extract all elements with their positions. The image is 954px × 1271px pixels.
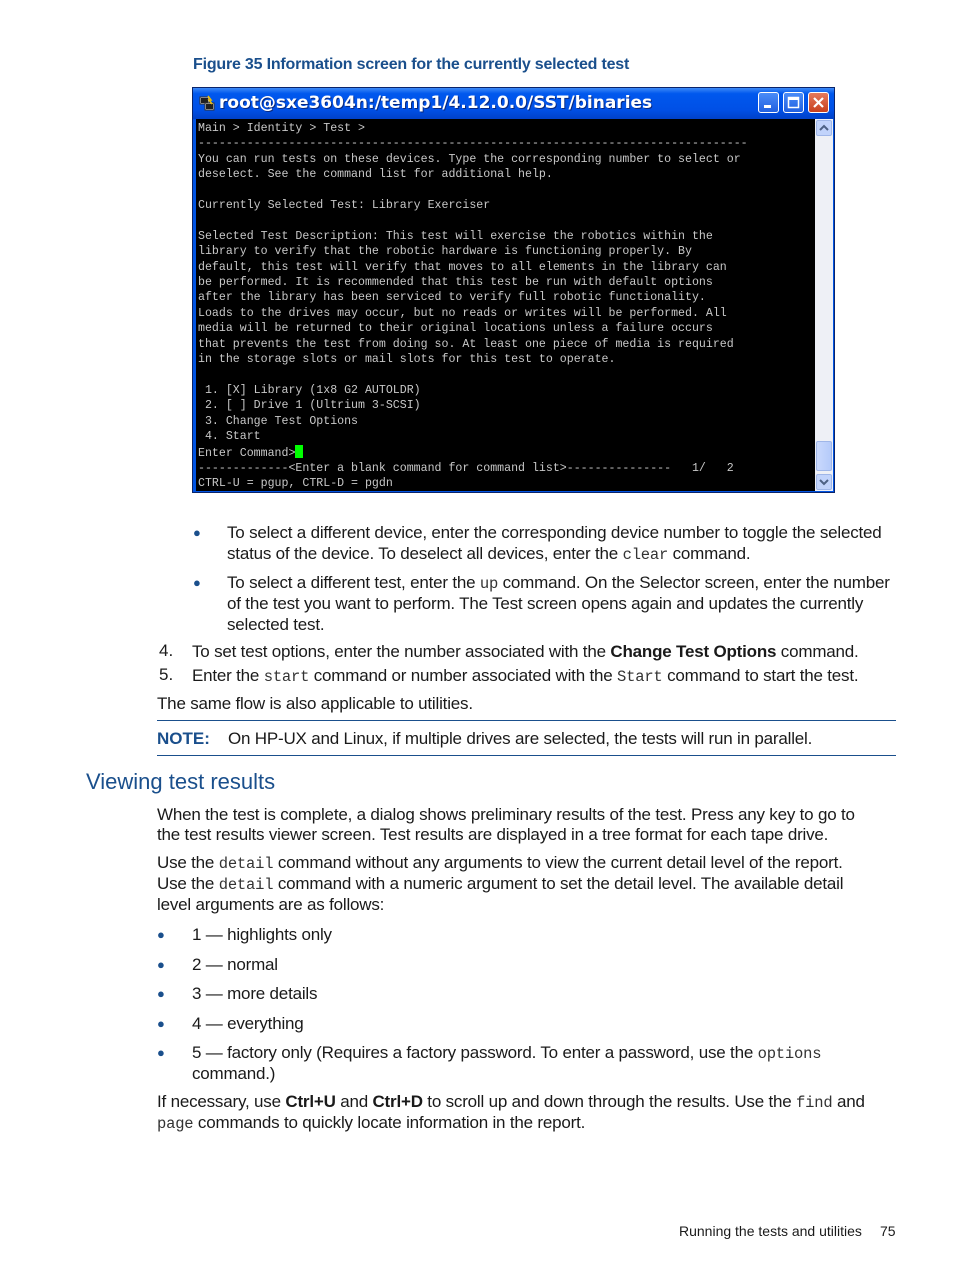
window-title: root@sxe3604n:/temp1/4.12.0.0/SST/binaries	[219, 93, 653, 113]
terminal-line: Currently Selected Test: Library Exerciser	[198, 199, 491, 213]
terminal-window[interactable]	[192, 87, 835, 493]
putty-icon	[199, 95, 215, 111]
bullet-icon: ●	[157, 1016, 165, 1031]
footer-section-title: Running the tests and utilities	[679, 1223, 862, 1239]
section-heading: Viewing test results	[86, 769, 276, 794]
status-line: -------------<Enter a blank command for command list>--------------- 1/ 2	[198, 461, 734, 475]
bullet-device-line2: status of the device. To deselect all devices, enter the clear command.	[227, 544, 751, 564]
terminal-line: 2. [ ] Drive 1 (Ultrium 3-SCSI)	[204, 399, 421, 413]
minimize-icon	[759, 93, 778, 112]
detail-para-line3: level arguments are as follows:	[157, 895, 385, 914]
terminal-line: after the library has been serviced to verify full robotic functionality.	[198, 291, 706, 305]
step-number: 5.	[159, 665, 174, 684]
note-box	[157, 720, 896, 756]
level-item: 1 — highlights only	[192, 925, 332, 944]
figure-caption: Figure 35 Information screen for the currently selected test	[193, 56, 630, 73]
terminal-output	[198, 121, 748, 491]
chevron-down-icon	[817, 475, 831, 489]
level-item: 4 — everything	[192, 1014, 304, 1033]
bullet-icon: ●	[157, 957, 165, 972]
close-button[interactable]	[808, 92, 829, 113]
note-label: NOTE:	[157, 729, 210, 748]
terminal-line: Loads to the drives may occur, but no reads or writes will be performed. All	[198, 306, 727, 320]
bullet-icon: ●	[193, 525, 201, 540]
terminal-line: 3. Change Test Options	[204, 414, 359, 428]
level-item-5-line2: command.)	[192, 1064, 276, 1083]
terminal-line: Selected Test Description: This test will exercise the robotics within the	[198, 229, 713, 243]
step-5-text: Enter the start command or number associated with the Start command to start the test.	[192, 666, 859, 686]
command-prompt: Enter Command>	[198, 446, 296, 460]
terminal-line: library to verify that the robotic hardware is functioning properly. By	[198, 245, 692, 259]
terminal-scrollbar[interactable]	[815, 119, 833, 491]
terminal-line: Main > Identity > Test >	[198, 122, 365, 135]
note-text: On HP-UX and Linux, if multiple drives are selected, the tests will run in parallel.	[228, 729, 813, 748]
scroll-up-button[interactable]	[816, 120, 832, 136]
scroll-thumb[interactable]	[816, 441, 832, 471]
terminal-screen[interactable]	[196, 119, 815, 491]
terminal-line: -------------------------------------------------------------------------------	[198, 137, 748, 151]
terminal-line: be performed. It is recommended that this test be run with default options	[198, 276, 713, 290]
scroll-para-line1: If necessary, use Ctrl+U and Ctrl+D to scroll up and down through the results. Use the find and	[157, 1092, 865, 1112]
bullet-test-line3: selected test.	[227, 615, 325, 634]
level-item: 3 — more details	[192, 984, 318, 1003]
terminal-line: media will be returned to their original locations unless a failure occurs	[198, 322, 713, 336]
bullet-icon: ●	[157, 927, 165, 942]
window-titlebar[interactable]	[193, 88, 834, 119]
bullet-device-line1: To select a different device, enter the corresponding device number to toggle the selected	[227, 523, 882, 542]
detail-para-line1: Use the detail command without any arguments to view the current detail level of the report.	[157, 853, 843, 873]
keys-line: CTRL-U = pgup, CTRL-D = pgdn	[198, 477, 393, 491]
terminal-line: deselect. See the command list for additional help.	[198, 168, 553, 182]
maximize-icon	[784, 93, 803, 112]
results-para-line1: When the test is complete, a dialog shows preliminary results of the test. Press any key to go to	[157, 805, 855, 824]
terminal-line: 1. [X] Library (1x8 G2 AUTOLDR)	[204, 383, 421, 397]
step-4-text: To set test options, enter the number associated with the Change Test Options command.	[192, 642, 859, 661]
minimize-button[interactable]	[758, 92, 779, 113]
terminal-line: default, this test will verify that moves to all elements in the library can	[198, 260, 727, 274]
close-icon	[809, 93, 828, 112]
scroll-para-line2: page commands to quickly locate information in the report.	[157, 1113, 586, 1133]
terminal-line: You can run tests on these devices. Type the corresponding number to select or	[198, 152, 741, 166]
terminal-line: in the storage slots or mail slots for this test to operate.	[198, 353, 616, 367]
same-flow-text: The same flow is also applicable to utilities.	[157, 694, 473, 713]
maximize-button[interactable]	[783, 92, 804, 113]
chevron-up-icon	[817, 121, 831, 135]
bullet-icon: ●	[157, 1045, 165, 1060]
detail-para-line2: Use the detail command with a numeric argument to set the detail level. The available detail	[157, 874, 844, 894]
scroll-down-button[interactable]	[816, 474, 832, 490]
results-para-line2: the test results viewer screen. Test results are displayed in a tree format for each tape drive.	[157, 825, 829, 844]
terminal-line: 4. Start	[204, 430, 261, 444]
terminal-line: that prevents the test from doing so. At least one piece of media is required	[198, 337, 734, 351]
level-item: 2 — normal	[192, 955, 278, 974]
level-item-5-line1: 5 — factory only (Requires a factory password. To enter a password, use the options	[192, 1043, 822, 1063]
bullet-icon: ●	[193, 575, 201, 590]
page-number: 75	[880, 1223, 896, 1239]
bullet-test-line1: To select a different test, enter the up command. On the Selector screen, enter the number	[227, 573, 890, 593]
terminal-cursor	[295, 445, 303, 458]
bullet-test-line2: of the test you want to perform. The Test screen opens again and updates the currently	[227, 594, 864, 613]
terminal-lines	[198, 122, 748, 443]
step-number: 4.	[159, 641, 174, 660]
bullet-icon: ●	[157, 986, 165, 1001]
